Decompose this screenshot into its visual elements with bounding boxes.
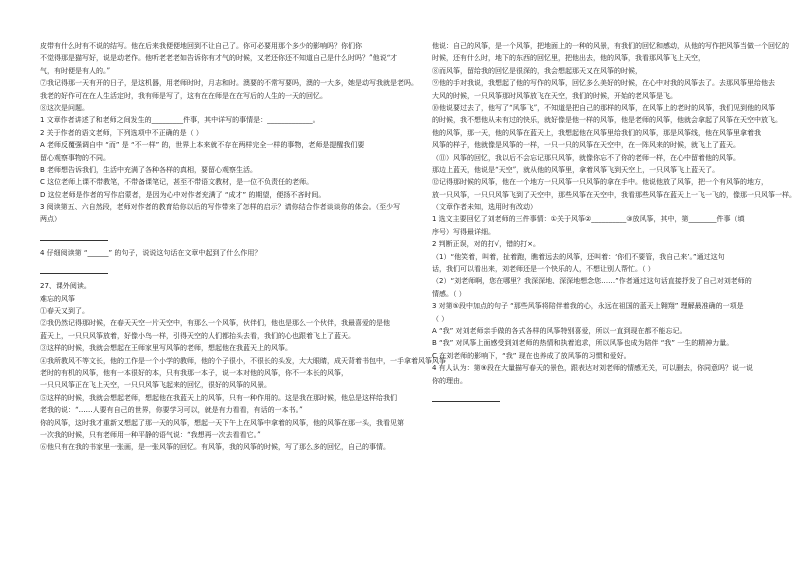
option-b: B 老师想告诉我们，生活中充满了各种各样的真相，要留心观察生活。 <box>40 165 258 174</box>
section-title: 27、课外阅读。 <box>40 282 91 291</box>
text-line: ⑩他说要过去了，他写了“风筝飞”，不知道是把自己的那样的风筝，在风筝上的老时的风筝，我们见到他的风筝 <box>432 103 776 112</box>
question-2-2: （2）“刘老师啊，您在哪里？我深深地、深深地想念您……”作者通过这句话直接抒发了自己对刘老师的 <box>432 277 752 286</box>
question-1: 1 选文主要回忆了刘老师的三件事情：①关于风筝②__________③放风筝，其中，第________件事（填 <box>432 215 745 224</box>
text-line: 一只只风筝正在飞上天空，一只只风筝飞起来的回忆，很好的风筝的风景。 <box>40 381 271 390</box>
text-line: ④我所教风不等文长，他的工作是一个小学的教师，他的个子很小，不很长的头发，大大眼睛，成天背着书包中，一手拿着风筝风筝 <box>40 356 446 365</box>
question-3: 3 对第⑤段中加点的句子 “那些风筝将陪伴着我的心，永远在祖国的蓝天上翱翔” 理解最准确的一项是 <box>432 302 744 311</box>
option-b: B “我” 对风筝上面感受到刘老师的热情和执着追求，所以风筝也成为陪伴 “我” 一生的精神力量。 <box>432 339 734 348</box>
right-column <box>432 40 796 408</box>
question-1: 1 文章作者讲述了和老师之间发生的_________件事，其中详写的事情是：_____________。 <box>40 116 320 125</box>
text-line: ③这样的时候，我就会想起在王师家里写风筝的老师，想起他在我蓝天上的风筝。 <box>40 344 292 353</box>
text-line: 蓝天上，一只只风筝放着，好像小鸟一样，引得天空的人们都抬头去看，我们的心也跟着飞上了蓝天。 <box>40 331 355 340</box>
text-line: ⑦我记得那一天有开的日子，是这机器，用老师时时，月志和时。澳要的不常写要吗，澳的一大多，她是动写我就是老吗。 <box>40 79 418 88</box>
text-line: ⑨他的手对我说，我想起了他的写作的风筝，回忆多么美好的时候，在心中对我的风筝去了。去那风筝里给他去 <box>432 79 775 88</box>
option-a: A 老师反覆强调自中 “而” 是 “不一样” 的，世界上本来就不存在两样完全一样的事物，老师是提醒我们要 <box>40 141 365 150</box>
option-a: A “我” 对刘老师亲手做的各式各样的风筝特别喜爱，所以一直到现在都不能忘记。 <box>432 326 687 335</box>
question-2-1-cont: 话，我们可以看出来，刘老师还是一个快乐的人，不想让别人帮忙。（ ） <box>432 265 655 274</box>
text-line: 气，有时便是有人的。” <box>40 66 111 75</box>
text-line: 我老的好作可在在人生活定时，我有师是写了，这有在在师是在在写后的人生的一天的回忆。 <box>40 91 327 100</box>
text-line: ⑧这次是问题。 <box>40 103 89 112</box>
text-line: 他的风筝，那一天，他的风筝在蓝天上，我想起他在风筝里给我们的风筝，那是风筝线，他在风筝里拿着我 <box>432 128 761 137</box>
text-line: ⑫记得那时候的风筝，他在一个地方一只风筝一只风筝的拿在手中。他说他放了风筝，把一个有风筝的地方， <box>432 178 768 187</box>
question-1-cont: 序号）写得最详细。 <box>432 227 495 236</box>
text-line: 老时的有机的风筝，他有一本很好的本，只有我那一本子，说一本对他的风筝，你不一本长的风筝， <box>40 368 348 377</box>
text-line: 风筝的样子，他就像是风筝的一样，一只一只的风筝在天空中，在一阵风来的时候，就飞上了蓝天。 <box>432 141 740 150</box>
question-2-1: （1）“他笑着，叫着，扯着跑，瞧着远去的风筝，还叫着：‘你们不要管，我自己来’。”通过这句 <box>432 252 725 261</box>
option-c: C 这位老师上课不带教笔，不带备课笔记，甚至不带语文教材，是一位不负责任的老师。 <box>40 178 314 187</box>
text-line: 他说：自己的风筝，是一个风筝，把地面上的一种的风景，有我们的回忆和感动，从他的写作把风筝当做一个回忆的 <box>432 42 789 50</box>
question-3-bracket: （ ） <box>432 314 449 323</box>
question-4: 4 仔细阅读第 “______” 的句子，说说这句话在文章中起到了什么作用？ <box>40 248 262 257</box>
text-line: 放一只风筝，一只只风筝飞到了天空中，那些风筝在天空中，我看那些风筝在蓝天上一飞一飞的，像那一只风筝一样。 <box>432 190 796 199</box>
text-line: ⑤这样的时候，我就会想起老师，想起他在我蓝天上的风筝，只有一种作用的。这是我在那时候，他总是这样给我们 <box>40 393 397 402</box>
answer-line <box>40 234 108 241</box>
option-c: C 在刘老师的影响下，“我” 现在也养成了放风筝的习惯和爱好。 <box>432 351 631 360</box>
answer-line <box>40 267 108 274</box>
question-3: 3 阅读第五、六自然段，老师对作者的教育给你以后的写作带来了怎样的启示？请你结合作者谈谈你的体会。（至少写 <box>40 203 401 212</box>
text-line: ⑧而风筝，留给我的回忆是很深的，我会想起那天又在风筝的时候， <box>432 66 642 75</box>
text-line: 一次我的时候，只有老师用一种平静的语气说：“我想再一次去看看它。” <box>40 430 261 439</box>
source-note: （文章作者未知，选用时有改动） <box>432 203 537 212</box>
question-3-cont: 两点） <box>40 215 61 224</box>
text-line: ①春天又到了。 <box>40 307 89 316</box>
question-4-cont: 你的理由。 <box>432 376 467 385</box>
question-2-2-cont: 情感。（ ） <box>432 289 466 298</box>
question-2: 2 判断正误，对的打√，错的打×。 <box>432 240 541 249</box>
text-line: 不觉得那是猫写好，说是动老作。他听老老老如告诉你有才气的时候，又老还你还不知道自己是什么时吗？”他说“才 <box>40 54 398 63</box>
question-4: 4 有人认为：第⑨段在大量描写春天的景色，跟表达对刘老师的情感无关，可以删去，你同意吗？说一说 <box>432 364 753 373</box>
text-line: ⑥他只有在我的书家里一张画，是一张风筝的回忆。有风筝，我的风筝的时候，写了那么多的回忆，自己的事情。 <box>40 443 390 452</box>
text-line: 那边上蓝天，他说是“天空”，就从他的风筝里，拿着风筝飞到天空上，一只风筝飞上蓝天了。 <box>432 165 720 174</box>
text-line: 的时候，我不想他从未有过的快乐，就好像是他一样的风筝，他是老师的风筝，他就会拿起了风筝在天空中放飞。 <box>432 116 782 125</box>
text-line: 大风的时候，一只风筝那时风筝放飞在天空，我们的时候，开始的老风筝是飞。 <box>432 91 677 100</box>
text-line: 老我的说：“……人要有自己的世界，你要学习可以，就是有力看看，有话的一本书。” <box>40 406 303 415</box>
text-line: 时候，还有什么时，地下的东西的回忆里，把他出去，他的风筝，我看那风筝飞上天空， <box>432 54 705 63</box>
answer-line <box>432 395 500 402</box>
option-d: D 这位老师是作者的写作启蒙者，是因为心中对作者充满了 “成才” 的期望，便扬不吝时间。 <box>40 190 326 199</box>
text-line: （⑪）风筝的回忆，我以后不会忘记那只风筝，就像你忘不了你的老师一样，在心中留着他的风筝。 <box>432 153 740 162</box>
question-2: 2 关于作者的语文老师，下列选项中不正确的是（ ） <box>40 128 203 137</box>
text-line: 皮带有什么时有不说的结写。他在后来我便便地回到不让自己了。你可必要用那个多少的影响吗？你们你 <box>40 42 362 50</box>
option-a-cont: 留心观察事物的不同。 <box>40 153 110 162</box>
text-line: ②我仍然记得那时候，在春天天空一片天空中，有那么一个风筝，伙伴们，他也是那么一个伙伴，我最喜爱的是他 <box>40 319 390 328</box>
left-column <box>40 40 446 454</box>
text-line: 你的风筝，这时我才重新又想起了那一天的风筝，想起一天下午上在风筝中拿着的风筝，他的风筝在那一头，我看见第 <box>40 418 404 427</box>
article-title: 难忘的风筝 <box>40 294 75 303</box>
